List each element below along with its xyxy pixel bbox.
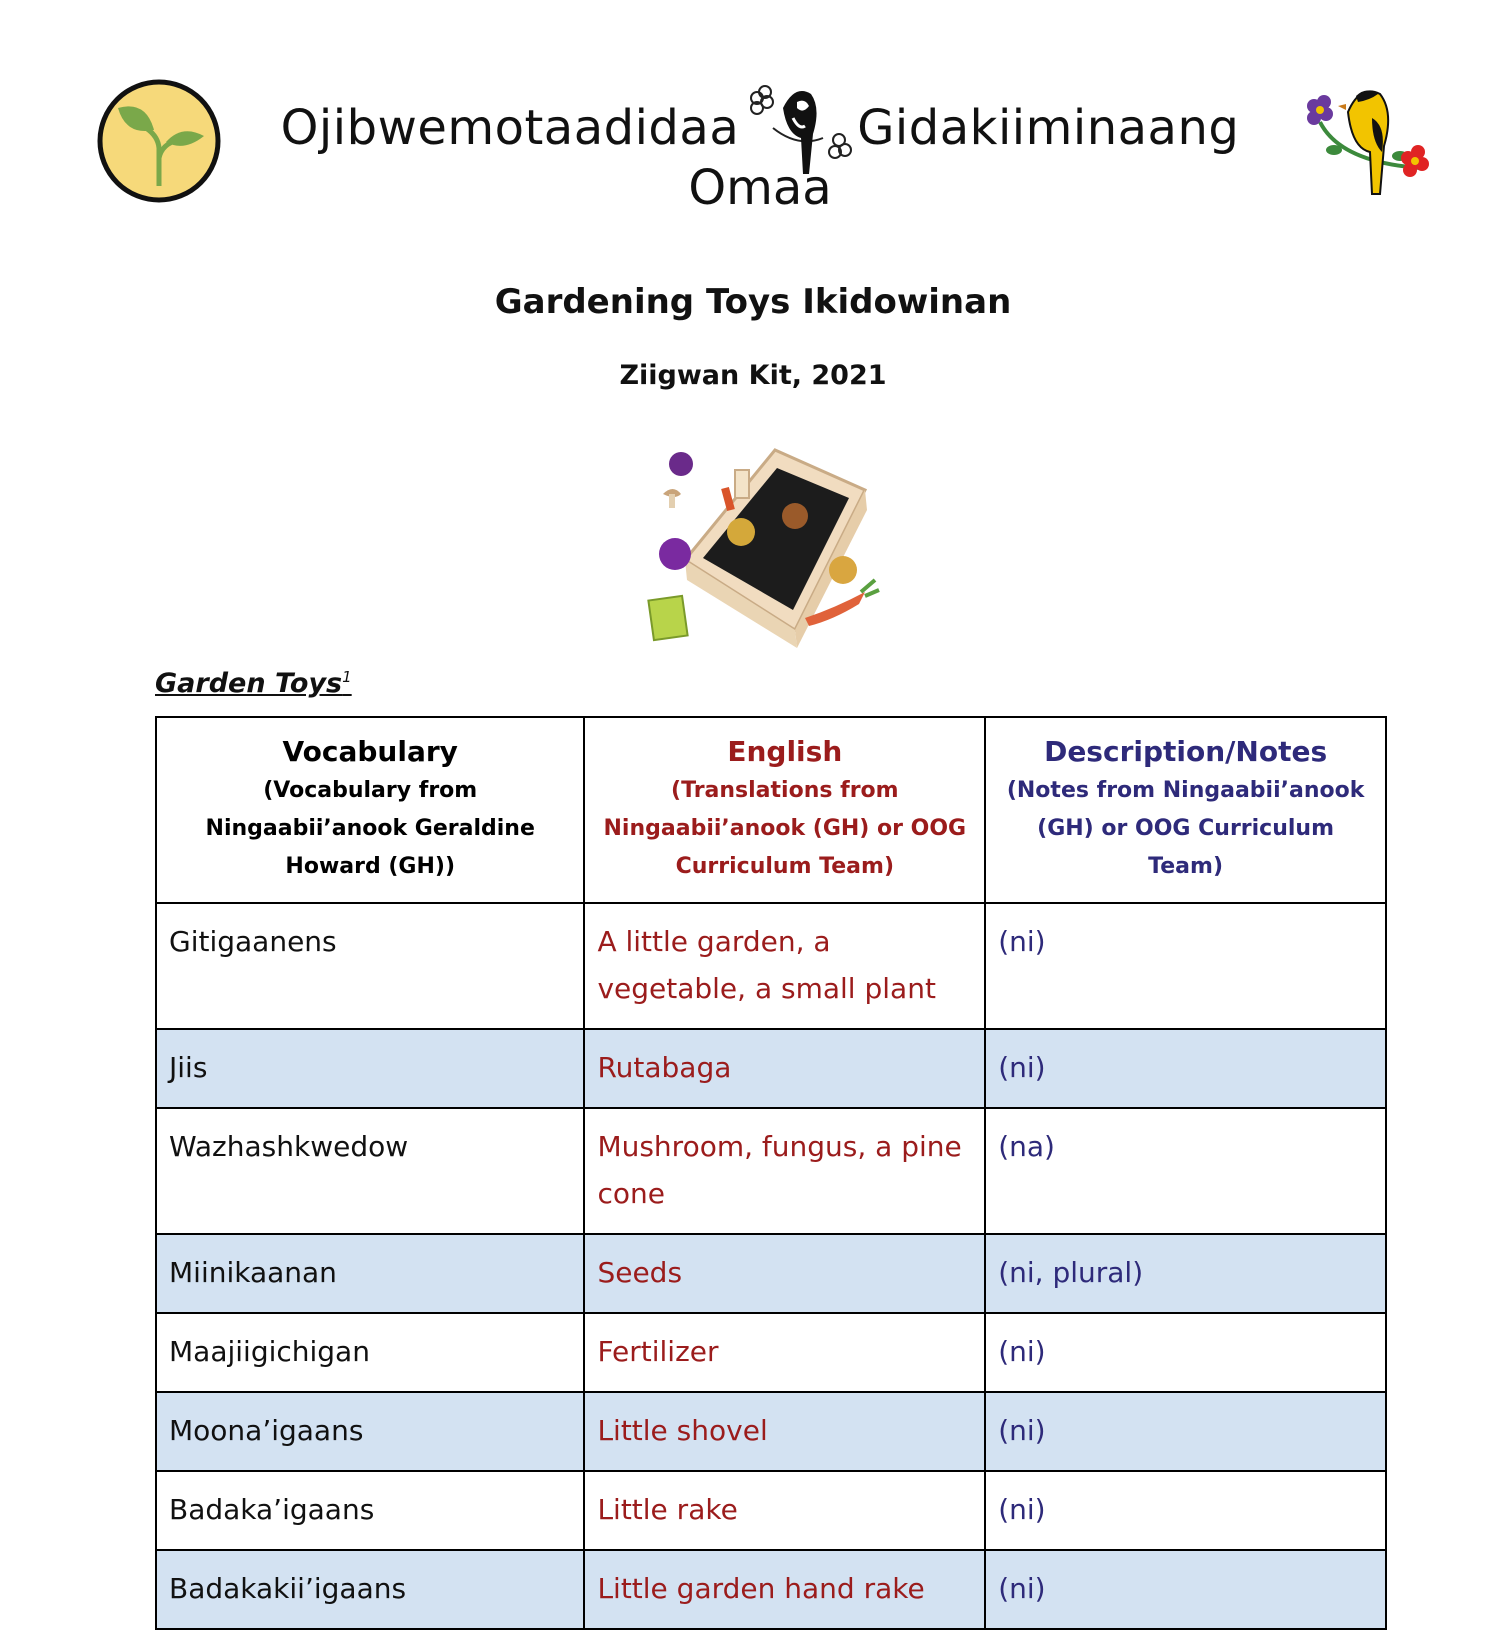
- header-banner: [200, 72, 1320, 222]
- table-row: [156, 1550, 1386, 1629]
- vocab-cell: Wazhashkwedow: [156, 1108, 584, 1234]
- garden-toy-set-image: [645, 420, 885, 652]
- header-english: English (Translations from Ningaabii’anook (GH) or OOG Curriculum Team): [584, 717, 985, 903]
- notes-cell: (ni): [985, 1471, 1386, 1550]
- header-description: Description/Notes (Notes from Ningaabii’anook (GH) or OOG Curriculum Team): [985, 717, 1386, 903]
- table-row: [156, 1471, 1386, 1550]
- table-row: [156, 1029, 1386, 1108]
- english-cell: Little garden hand rake: [584, 1550, 985, 1629]
- notes-cell: (na): [985, 1108, 1386, 1234]
- english-cell: Mushroom, fungus, a pine cone: [584, 1108, 985, 1234]
- notes-cell: (ni): [985, 903, 1386, 1029]
- english-cell: Little rake: [584, 1471, 985, 1550]
- table-row: [156, 903, 1386, 1029]
- document-subtitle: Ziigwan Kit, 2021: [619, 360, 887, 391]
- footnote-marker[interactable]: 1: [342, 668, 352, 686]
- document-title: Gardening Toys Ikidowinan: [494, 282, 1012, 322]
- vocab-cell: Badakakii’igaans: [156, 1550, 584, 1629]
- notes-cell: (ni): [985, 1392, 1386, 1471]
- banner-word-left: Ojibwemotaadidaa: [280, 100, 740, 156]
- vocab-cell: Jiis: [156, 1029, 584, 1108]
- vocab-cell: Gitigaanens: [156, 903, 584, 1029]
- notes-cell: (ni): [985, 1550, 1386, 1629]
- banner-word-right: Gidakiiminaang: [857, 100, 1240, 156]
- vocab-cell: Badaka’igaans: [156, 1471, 584, 1550]
- table-row: [156, 1313, 1386, 1392]
- english-cell: Little shovel: [584, 1392, 985, 1471]
- vocab-cell: Moona’igaans: [156, 1392, 584, 1471]
- header-vocabulary: Vocabulary (Vocabulary from Ningaabii’anook Geraldine Howard (GH)): [156, 717, 584, 903]
- notes-cell: (ni): [985, 1313, 1386, 1392]
- table-row: [156, 1108, 1386, 1234]
- vocab-cell: Maajiigichigan: [156, 1313, 584, 1392]
- section-heading: Garden Toys$^1$: [155, 668, 352, 699]
- english-cell: Seeds: [584, 1234, 985, 1313]
- table-header-row: [156, 717, 1386, 903]
- table-row: [156, 1392, 1386, 1471]
- english-cell: A little garden, a vegetable, a small plant: [584, 903, 985, 1029]
- english-cell: Fertilizer: [584, 1313, 985, 1392]
- english-cell: Rutabaga: [584, 1029, 985, 1108]
- notes-cell: (ni, plural): [985, 1234, 1386, 1313]
- vocab-cell: Miinikaanan: [156, 1234, 584, 1313]
- table-row: [156, 1234, 1386, 1313]
- goldfinch-flower-icon: [1300, 82, 1440, 204]
- banner-word-bottom: Omaa: [688, 160, 832, 216]
- vocabulary-table: [155, 716, 1387, 1630]
- notes-cell: (ni): [985, 1029, 1386, 1108]
